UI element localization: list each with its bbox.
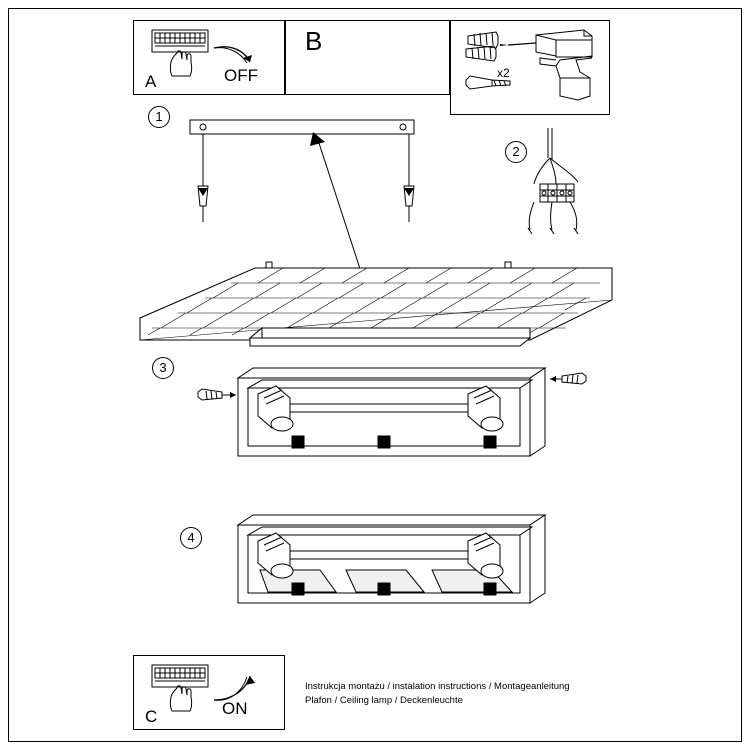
footer-line-1: Instrukcja montażu / instalation instructions / Montageanleitung [305,681,570,692]
panel-b-letter: B [305,26,323,56]
footer-line-2: Plafon / Ceiling lamp / Deckenleuchte [305,695,463,706]
panel-c-state-label: ON [222,699,248,718]
step-2-number: 2 [505,141,527,163]
panel-parts-quantity: x2 [497,66,510,80]
step-3-number: 3 [152,357,174,379]
panel-a-letter: A [145,72,157,91]
step-1-number: 1 [148,106,170,128]
step-4-number: 4 [180,527,202,549]
panel-a-state-label: OFF [224,66,258,85]
panel-c-letter: C [145,707,158,726]
